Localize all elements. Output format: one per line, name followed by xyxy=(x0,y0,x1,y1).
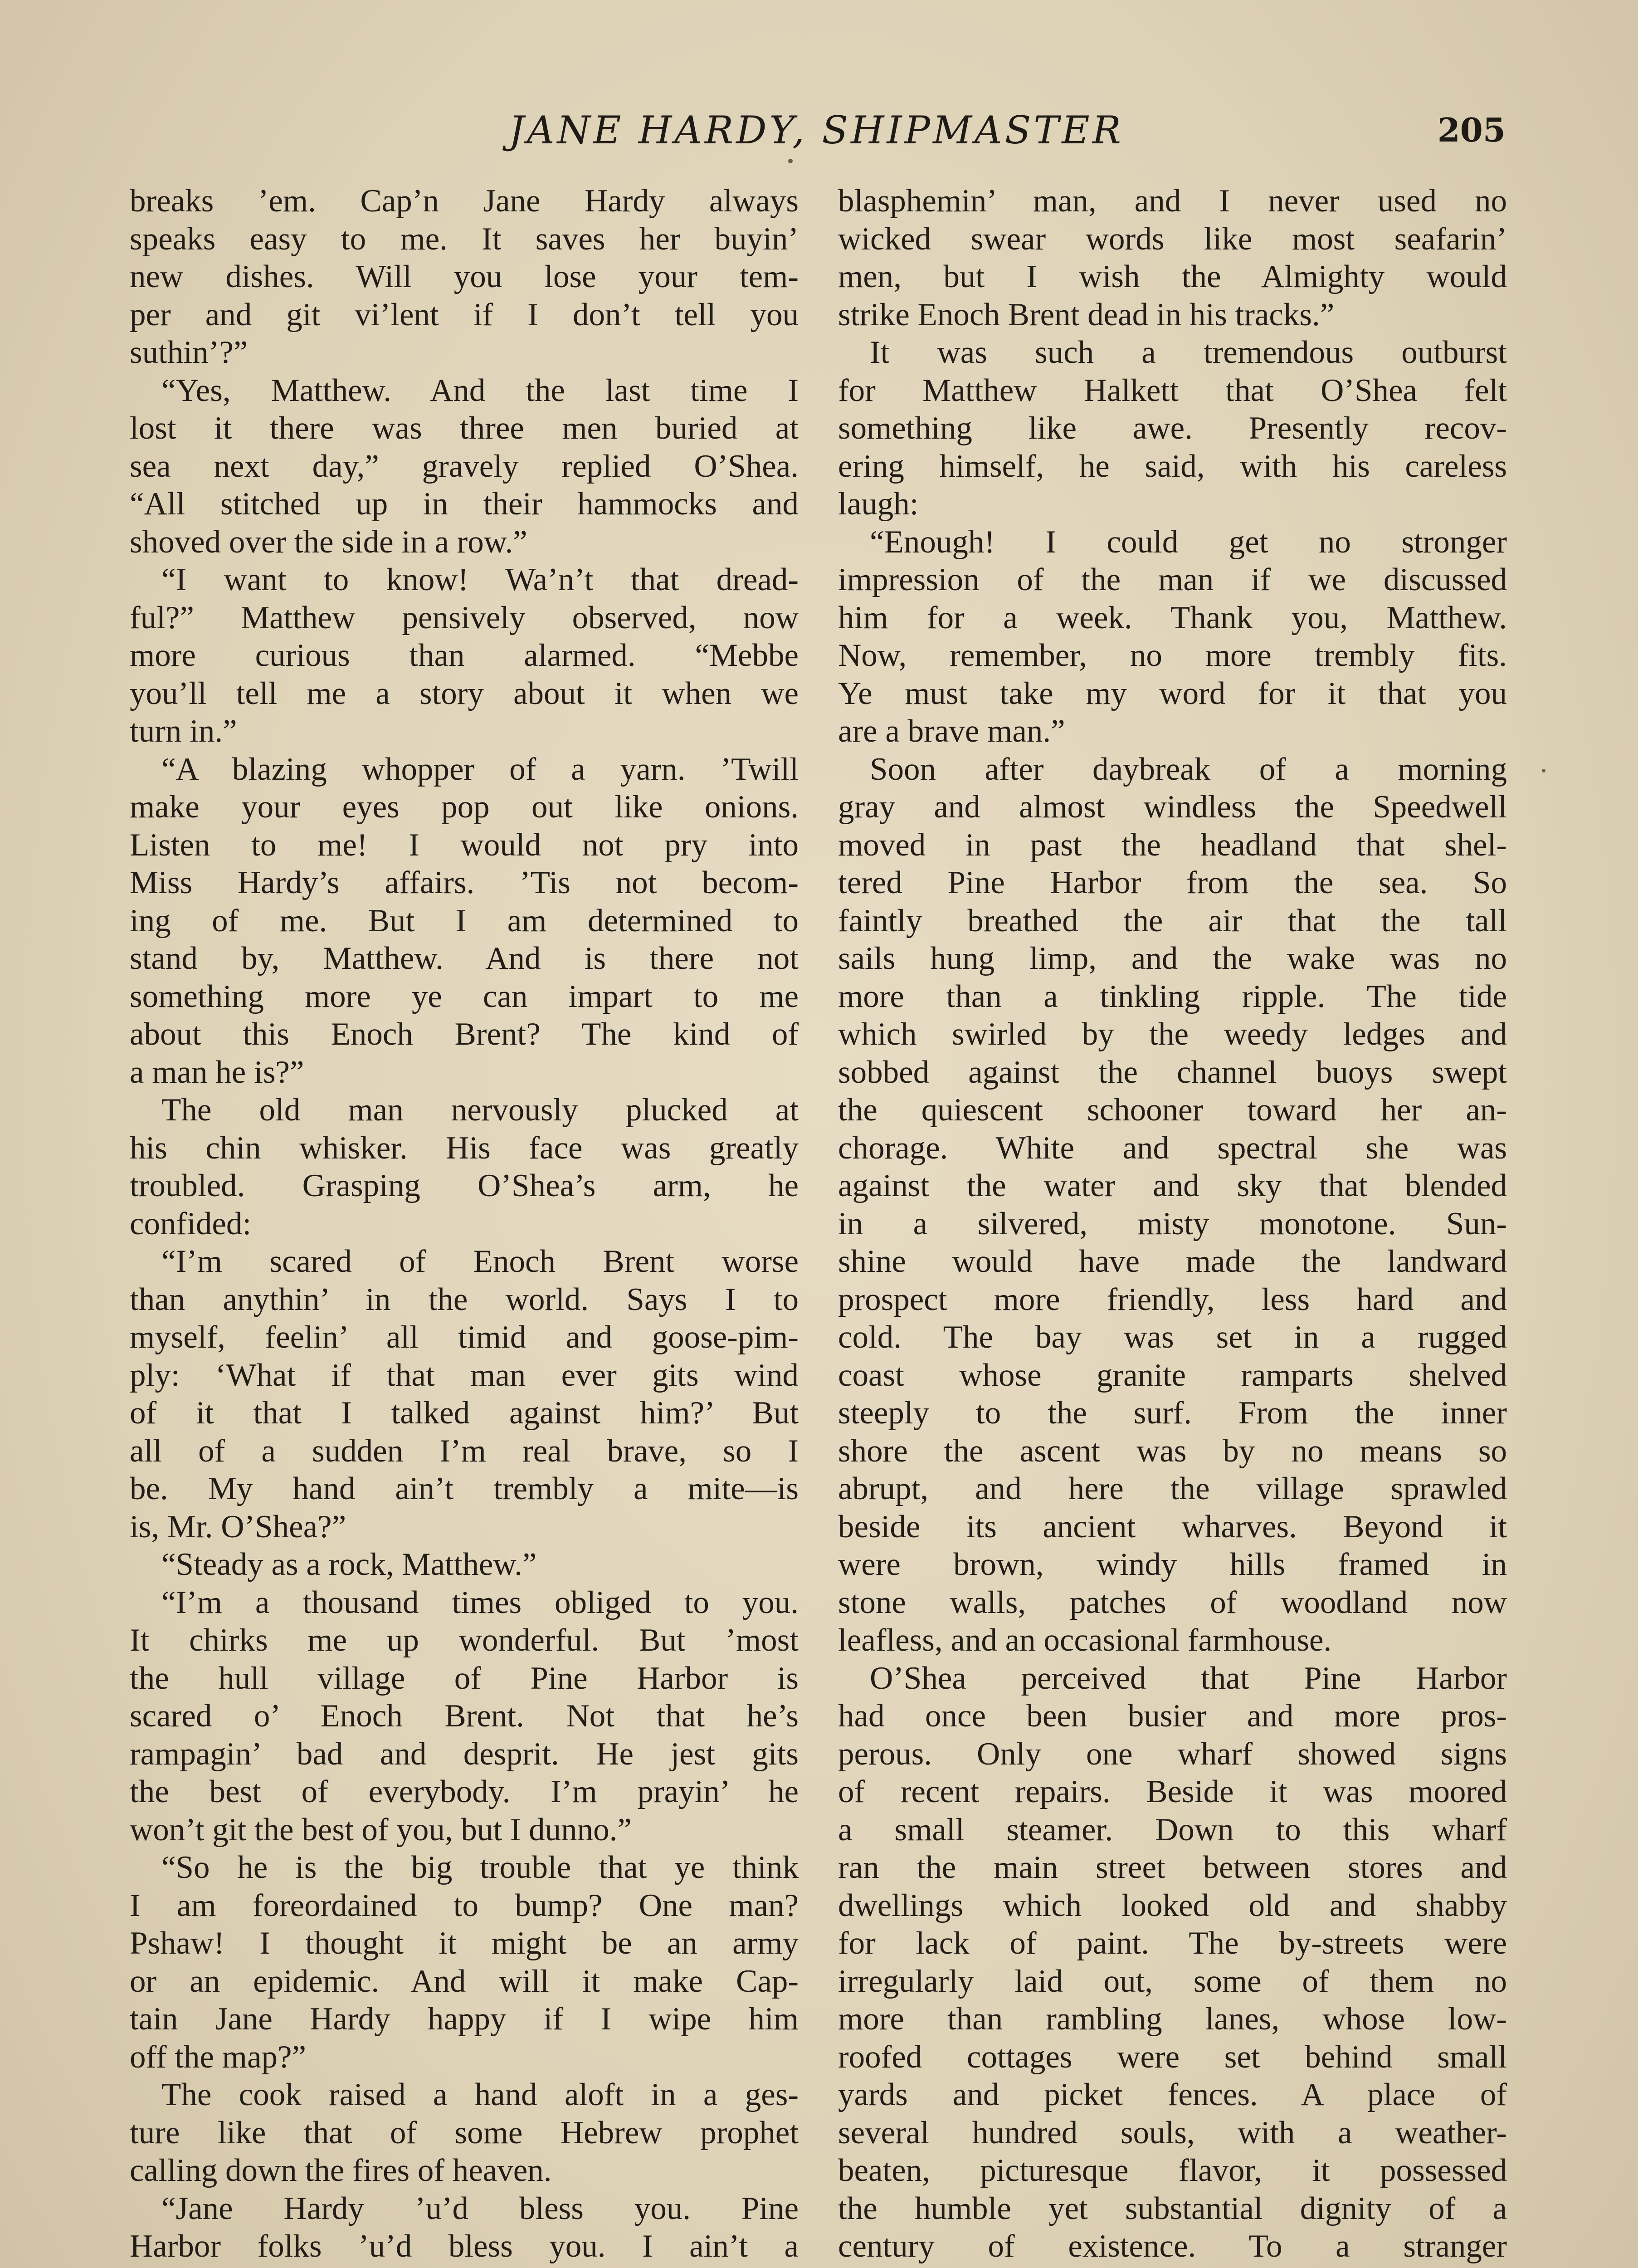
text-line: beside its ancient wharves. Beyond it xyxy=(838,1509,1507,1545)
text-line: shore the ascent was by no means so xyxy=(838,1433,1507,1469)
text-line: ture like that of some Hebrew prophet xyxy=(130,2115,799,2151)
text-line: “Jane Hardy ’u’d bless you. Pine xyxy=(161,2190,799,2226)
print-speck xyxy=(788,159,793,163)
text-line: for lack of paint. The by-streets were xyxy=(838,1926,1507,1961)
text-line: sobbed against the channel buoys swept xyxy=(838,1054,1507,1090)
print-speck xyxy=(1542,769,1545,772)
text-line: blasphemin’ man, and I never used no xyxy=(838,183,1507,219)
text-line: “I’m scared of Enoch Brent worse xyxy=(161,1244,799,1279)
text-line: impression of the man if we discussed xyxy=(838,562,1507,597)
text-line: “All stitched up in their hammocks and xyxy=(130,486,799,522)
text-line: a small steamer. Down to this wharf xyxy=(838,1812,1507,1848)
text-line: the hull village of Pine Harbor is xyxy=(130,1660,799,1696)
text-line: Ye must take my word for it that you xyxy=(838,675,1507,711)
text-line: were brown, windy hills framed in xyxy=(838,1547,1507,1582)
text-line: for Matthew Halkett that O’Shea felt xyxy=(838,372,1507,408)
text-line: off the map?” xyxy=(130,2039,307,2075)
text-line: The cook raised a hand aloft in a ges- xyxy=(161,2077,799,2112)
text-line: dwellings which looked old and shabby xyxy=(838,1887,1507,1923)
text-line: wicked swear words like most seafarin’ xyxy=(838,221,1507,257)
text-line: steeply to the surf. From the inner xyxy=(838,1395,1507,1431)
text-line: beaten, picturesque flavor, it possessed xyxy=(838,2153,1507,2188)
text-line: myself, feelin’ all timid and goose-pim- xyxy=(130,1320,799,1355)
text-line: cold. The bay was set in a rugged xyxy=(838,1320,1507,1355)
text-line: than anythin’ in the world. Says I to xyxy=(130,1281,799,1317)
text-line: tered Pine Harbor from the sea. So xyxy=(838,865,1507,900)
text-line: ful?” Matthew pensively observed, now xyxy=(130,600,799,635)
text-line: new dishes. Will you lose your tem- xyxy=(130,259,799,294)
text-line: suthin’?” xyxy=(130,335,248,370)
text-line: “So he is the big trouble that ye think xyxy=(161,1850,799,1885)
text-line: shine would have made the landward xyxy=(838,1244,1507,1279)
text-line: men, but I wish the Almighty would xyxy=(838,259,1507,294)
text-line: leafless, and an occasional farmhouse. xyxy=(838,1623,1332,1658)
text-line: stand by, Matthew. And is there not xyxy=(130,941,799,976)
text-line: scared o’ Enoch Brent. Not that he’s xyxy=(130,1698,799,1734)
text-line: won’t git the best of you, but I dunno.” xyxy=(130,1812,632,1848)
text-line: Listen to me! I would not pry into xyxy=(130,827,799,863)
text-line: something like awe. Presently recov- xyxy=(838,411,1507,446)
text-line: something more ye can impart to me xyxy=(130,978,799,1014)
text-line: roofed cottages were set behind small xyxy=(838,2039,1507,2075)
text-line: breaks ’em. Cap’n Jane Hardy always xyxy=(130,183,799,219)
text-line: perous. Only one wharf showed signs xyxy=(838,1736,1507,1772)
text-line: which swirled by the weedy ledges and xyxy=(838,1017,1507,1052)
text-line: “A blazing whopper of a yarn. ’Twill xyxy=(161,751,799,787)
text-line: more than a tinkling ripple. The tide xyxy=(838,978,1507,1014)
text-line: ply: ‘What if that man ever gits wind xyxy=(130,1357,799,1393)
text-line: the best of everybody. I’m prayin’ he xyxy=(130,1774,799,1809)
text-line: the quiescent schooner toward her an- xyxy=(838,1092,1507,1128)
text-line: coast whose granite ramparts shelved xyxy=(838,1357,1507,1393)
right-text-column xyxy=(838,182,1507,2266)
text-line: faintly breathed the air that the tall xyxy=(838,903,1507,938)
page-number: 205 xyxy=(1437,111,1506,149)
text-line: his chin whisker. His face was greatly xyxy=(130,1130,799,1166)
text-line: turn in.” xyxy=(130,714,237,749)
text-line: several hundred souls, with a weather- xyxy=(838,2115,1507,2151)
text-line: O’Shea perceived that Pine Harbor xyxy=(870,1660,1507,1696)
text-line: abrupt, and here the village sprawled xyxy=(838,1471,1507,1506)
text-line: gray and almost windless the Speedwell xyxy=(838,789,1507,825)
text-line: him for a week. Thank you, Matthew. xyxy=(838,600,1507,635)
text-line: The old man nervously plucked at xyxy=(161,1092,799,1128)
text-line: confided: xyxy=(130,1206,252,1242)
text-line: troubled. Grasping O’Shea’s arm, he xyxy=(130,1168,799,1203)
text-line: moved in past the headland that shel- xyxy=(838,827,1507,863)
text-line: or an epidemic. And will it make Cap- xyxy=(130,1963,799,1999)
text-line: Miss Hardy’s affairs. ’Tis not becom- xyxy=(130,865,799,900)
text-line: calling down the fires of heaven. xyxy=(130,2153,552,2188)
running-title: JANE HARDY, SHIPMASTER xyxy=(509,108,1124,152)
text-line: stone walls, patches of woodland now xyxy=(838,1584,1507,1620)
text-line: is, Mr. O’Shea?” xyxy=(130,1509,346,1545)
text-line: yards and picket fences. A place of xyxy=(838,2077,1507,2112)
text-line: make your eyes pop out like onions. xyxy=(130,789,799,825)
text-line: Pshaw! I thought it might be an army xyxy=(130,1926,799,1961)
text-line: of it that I talked against him?’ But xyxy=(130,1395,799,1431)
text-line: lost it there was three men buried at xyxy=(130,411,799,446)
text-line: sails hung limp, and the wake was no xyxy=(838,941,1507,976)
text-line: per and git vi’lent if I don’t tell you xyxy=(130,297,799,332)
text-line: “Steady as a rock, Matthew.” xyxy=(161,1547,537,1582)
text-line: chorage. White and spectral she was xyxy=(838,1130,1507,1166)
text-line: ing of me. But I am determined to xyxy=(130,903,799,938)
text-line: all of a sudden I’m real brave, so I xyxy=(130,1433,799,1469)
text-line: sea next day,” gravely replied O’Shea. xyxy=(130,448,799,484)
text-line: about this Enoch Brent? The kind of xyxy=(130,1017,799,1052)
text-line: are a brave man.” xyxy=(838,714,1065,749)
text-line: irregularly laid out, some of them no xyxy=(838,1963,1507,1999)
text-line: speaks easy to me. It saves her buyin’ xyxy=(130,221,799,257)
text-line: against the water and sky that blended xyxy=(838,1168,1507,1203)
text-line: It chirks me up wonderful. But ’most xyxy=(130,1623,799,1658)
text-line: It was such a tremendous outburst xyxy=(870,335,1507,370)
text-line: ran the main street between stores and xyxy=(838,1850,1507,1885)
text-line: had once been busier and more pros- xyxy=(838,1698,1507,1734)
text-line: Now, remember, no more trembly fits. xyxy=(838,638,1507,673)
text-line: of recent repairs. Beside it was moored xyxy=(838,1774,1507,1809)
text-line: shoved over the side in a row.” xyxy=(130,524,527,560)
left-text-column xyxy=(130,182,799,2266)
text-line: ering himself, he said, with his careless xyxy=(838,448,1507,484)
text-line: more curious than alarmed. “Mebbe xyxy=(130,638,799,673)
text-line: Soon after daybreak of a morning xyxy=(870,751,1507,787)
text-line: tain Jane Hardy happy if I wipe him xyxy=(130,2001,799,2037)
text-line: be. My hand ain’t trembly a mite—is xyxy=(130,1471,799,1506)
text-line: a man he is?” xyxy=(130,1054,304,1090)
text-line: more than rambling lanes, whose low- xyxy=(838,2001,1507,2037)
text-line: you’ll tell me a story about it when we xyxy=(130,675,799,711)
text-line: Harbor folks ’u’d bless you. I ain’t a xyxy=(130,2229,799,2264)
text-line: the humble yet substantial dignity of a xyxy=(838,2190,1507,2226)
text-line: rampagin’ bad and desprit. He jest gits xyxy=(130,1736,799,1772)
text-line: laugh: xyxy=(838,486,919,522)
text-line: “I’m a thousand times obliged to you. xyxy=(161,1584,799,1620)
text-line: “I want to know! Wa’n’t that dread- xyxy=(161,562,799,597)
text-line: I am foreordained to bump? One man? xyxy=(130,1887,799,1923)
text-line: “Enough! I could get no stronger xyxy=(870,524,1507,560)
page-header xyxy=(127,101,1506,160)
text-line: prospect more friendly, less hard and xyxy=(838,1281,1507,1317)
text-line: century of existence. To a stranger xyxy=(838,2229,1507,2264)
text-line: in a silvered, misty monotone. Sun- xyxy=(838,1206,1507,1242)
text-line: “Yes, Matthew. And the last time I xyxy=(161,372,799,408)
text-line: strike Enoch Brent dead in his tracks.” xyxy=(838,297,1335,332)
